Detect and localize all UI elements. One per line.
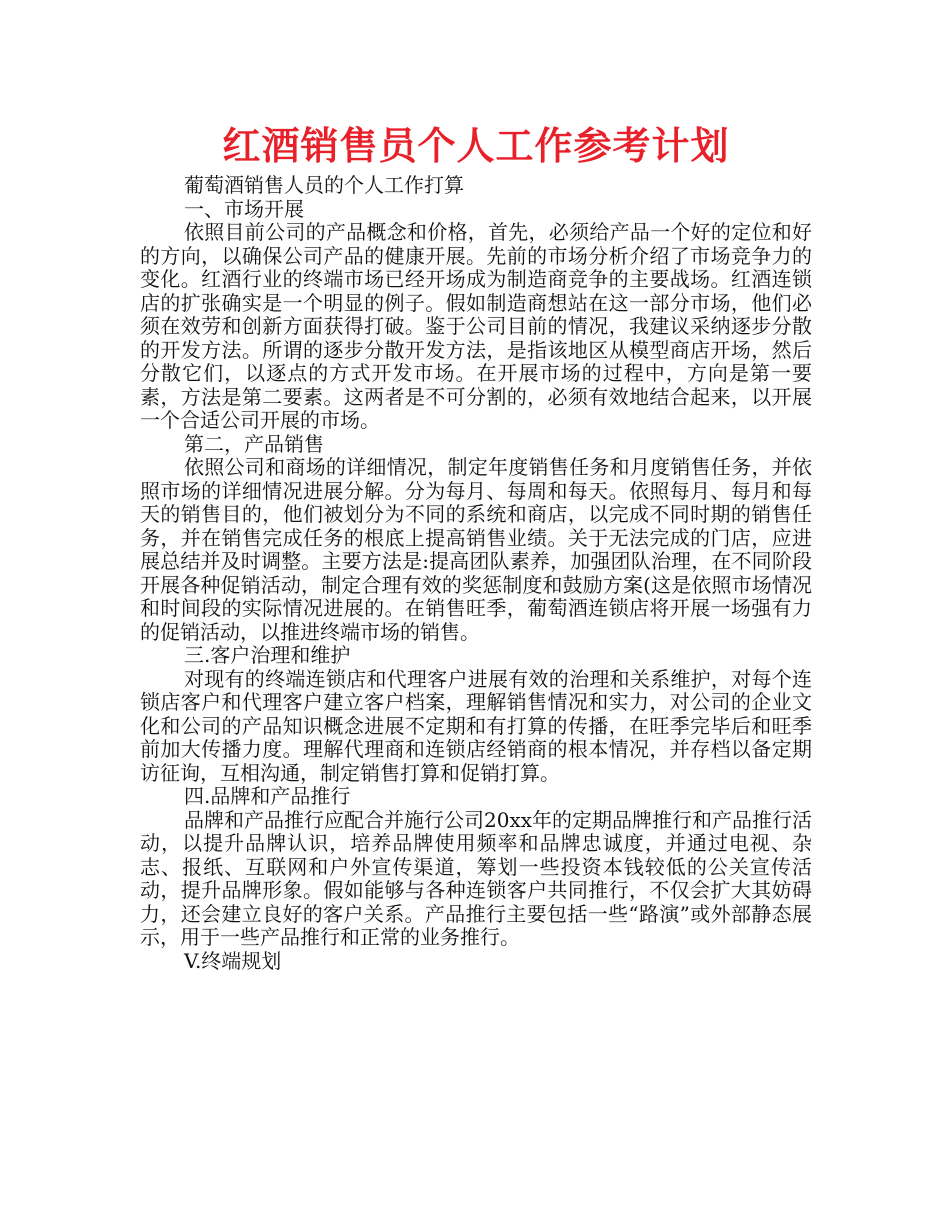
section-heading-1: 一、市场开展 bbox=[184, 196, 304, 221]
section-heading-5: V.终端规划 bbox=[184, 948, 282, 973]
document-title: 红酒销售员个人工作参考计划 bbox=[222, 124, 730, 168]
section-heading-3: 三.客户治理和维护 bbox=[184, 643, 351, 667]
section-paragraph-1: 依照目前公司的产品概念和价格，首先，必须给产品一个好的定位和好的方向，以确保公司产品的健康开展。先前的市场分析介绍了市场竞争力的变化。红酒行业的终端市场已经开场成为制造商竞争的主要战场。红酒连锁店的扩张确实是一个明显的例子。假如制造商想站在这一部分市场，他们必须在效劳和创新方面获得打破。鉴于公司目前的情况，我建议采纳逐步分散的开发方法。所谓的逐步分散开发方法，是指该地区从模型商店开场，然后分散它们，以逐点的方式开发市场。在开展市场的过程中，方向是第一要素，方法是第二要素。这两者是不可分割的，必须有效地结合起来，以开展一个合适公司开展的市场。 bbox=[140, 220, 812, 432]
document-page bbox=[140, 118, 812, 973]
section-paragraph-4: 品牌和产品推行应配合并施行公司20xx年的定期品牌推行和产品推行活动，以提升品牌认识，培养品牌使用频率和品牌忠诚度，并通过电视、杂志、报纸、互联网和户外宣传渠道，筹划一些投资本钱较低的公关宣传活动，提升品牌形象。假如能够与各种连锁客户共同推行，不仅会扩大其妨碍力，还会建立良好的客户关系。产品推行主要包括一些“路演”或外部静态展示，用于一些产品推行和正常的业务推行。 bbox=[140, 807, 813, 949]
section-paragraph-2: 依照公司和商场的详细情况，制定年度销售任务和月度销售任务，并依照市场的详细情况进展分解。分为每月、每周和每天。依照每月、每月和每天的销售目的，他们被划分为不同的系统和商店，以完成不同时期的销售任务，并在销售完成任务的根底上提高销售业绩。关于无法完成的门店，应进展总结并及时调整。主要方法是:提高团队素养，加强团队治理，在不同阶段开展各种促销活动，制定合理有效的奖惩制度和鼓励方案(这是依照市场情况和时间段的实际情况进展的。在销售旺季，葡萄酒连锁店将开展一场强有力的促销活动，以推进终端市场的销售。 bbox=[140, 455, 812, 644]
document-intro: 葡萄酒销售人员的个人工作打算 bbox=[184, 173, 464, 197]
section-heading-2: 第二，产品销售 bbox=[184, 431, 324, 456]
section-heading-4: 四.品牌和产品推行 bbox=[184, 784, 351, 808]
section-paragraph-3: 对现有的终端连锁店和代理客户进展有效的治理和关系维护，对每个连锁店客户和代理客户建立客户档案，理解销售情况和实力，对公司的企业文化和公司的产品知识概念进展不定期和有打算的传播，在旺季完毕后和旺季前加大传播力度。理解代理商和连锁店经销商的根本情况，并存档以备定期访征询，互相沟通，制定销售打算和促销打算。 bbox=[140, 666, 812, 785]
